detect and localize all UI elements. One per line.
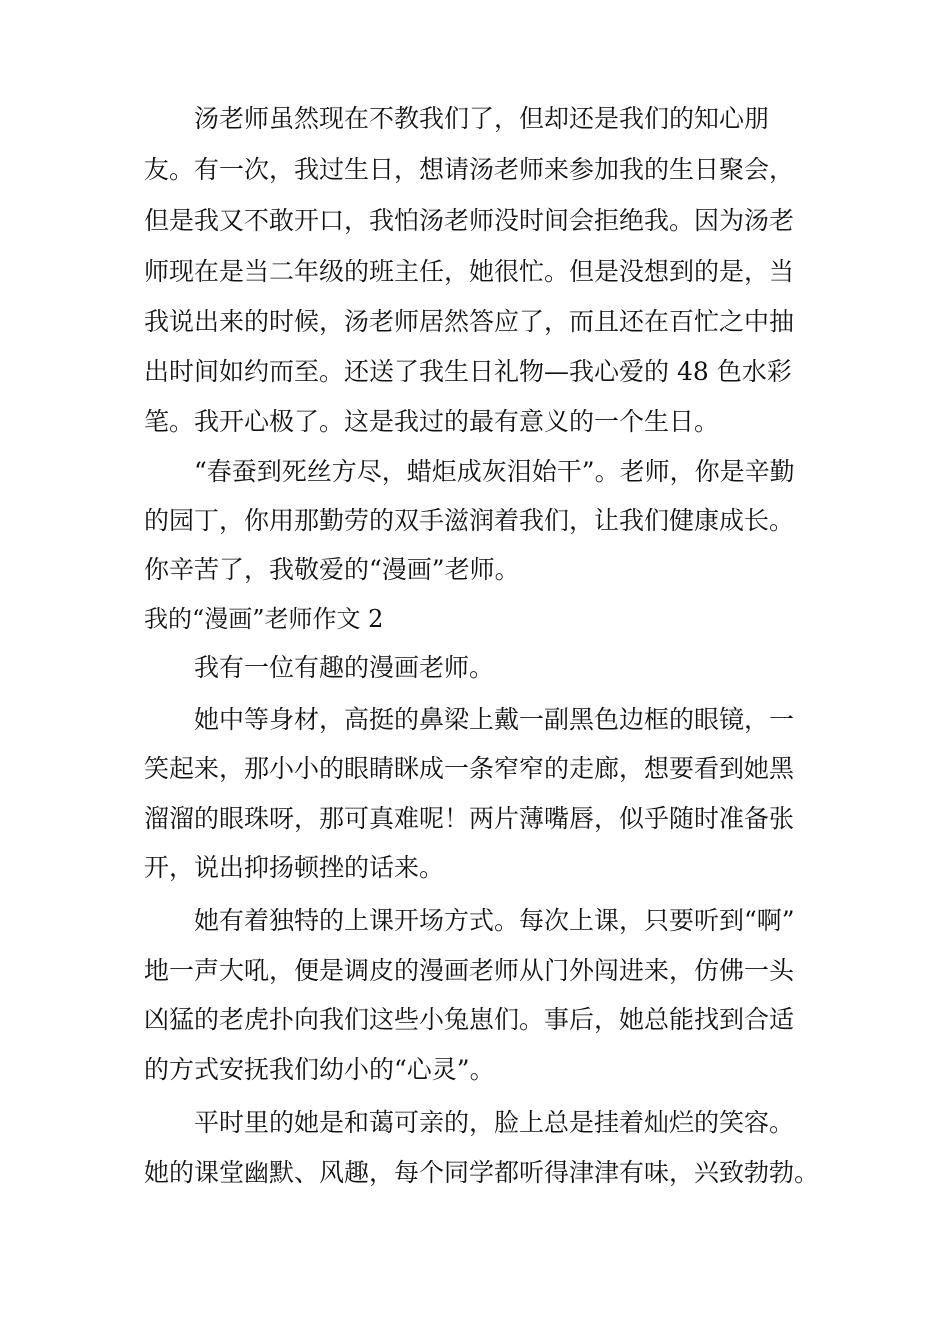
paragraph-line: 友。有一次，我过生日，想请汤老师来参加我的生日聚会，	[144, 155, 795, 184]
paragraph-line: 开，说出抑扬顿挫的话来。	[144, 853, 445, 882]
paragraph-line: 我有一位有趣的漫画老师。	[194, 653, 495, 682]
paragraph-line: 她的课堂幽默、风趣，每个同学都听得津津有味，兴致勃勃。	[144, 1158, 820, 1187]
paragraph-line: 你辛苦了，我敬爱的“漫画”老师。	[144, 555, 520, 584]
paragraph-line: 平时里的她是和蔼可亲的，脸上总是挂着灿烂的笑容。	[194, 1108, 795, 1137]
paragraph-line: 的园丁，你用那勤劳的双手滋润着我们，让我们健康成长。	[144, 506, 795, 535]
paragraph-line: 汤老师虽然现在不教我们了，但却还是我们的知心朋	[194, 104, 770, 133]
paragraph-line: 的方式安抚我们幼小的“心灵”。	[144, 1055, 495, 1084]
paragraph-line: 出时间如约而至。还送了我生日礼物—我心爱的 48 色水彩	[144, 357, 792, 386]
paragraph-line: 师现在是当二年级的班主任，她很忙。但是没想到的是，当	[144, 257, 795, 286]
paragraph-line: 笑起来，那小小的眼睛眯成一条窄窄的走廊，想要看到她黑	[144, 754, 795, 783]
paragraph-line: 她中等身材，高挺的鼻梁上戴一副黑色边框的眼镜，一	[194, 705, 795, 734]
section-heading: 我的“漫画”老师作文 2	[144, 605, 384, 633]
paragraph-line: 笔。我开心极了。这是我过的最有意义的一个生日。	[144, 407, 720, 436]
paragraph-line: 溜溜的眼珠呀，那可真难呢！两片薄嘴唇，似乎随时准备张	[144, 804, 795, 833]
paragraph-line: 我说出来的时候，汤老师居然答应了，而且还在百忙之中抽	[144, 307, 795, 336]
paragraph-line: “春蚕到死丝方尽，蜡炬成灰泪始干”。老师，你是辛勤	[194, 457, 795, 486]
paragraph-line: 她有着独特的上课开场方式。每次上课，只要听到“啊”	[194, 906, 795, 935]
paragraph-line: 但是我又不敢开口，我怕汤老师没时间会拒绝我。因为汤老	[144, 206, 795, 235]
paragraph-line: 地一声大吼，便是调皮的漫画老师从门外闯进来，仿佛一头	[144, 956, 795, 985]
paragraph-line: 凶猛的老虎扑向我们这些小兔崽们。事后，她总能找到合适	[144, 1005, 795, 1034]
